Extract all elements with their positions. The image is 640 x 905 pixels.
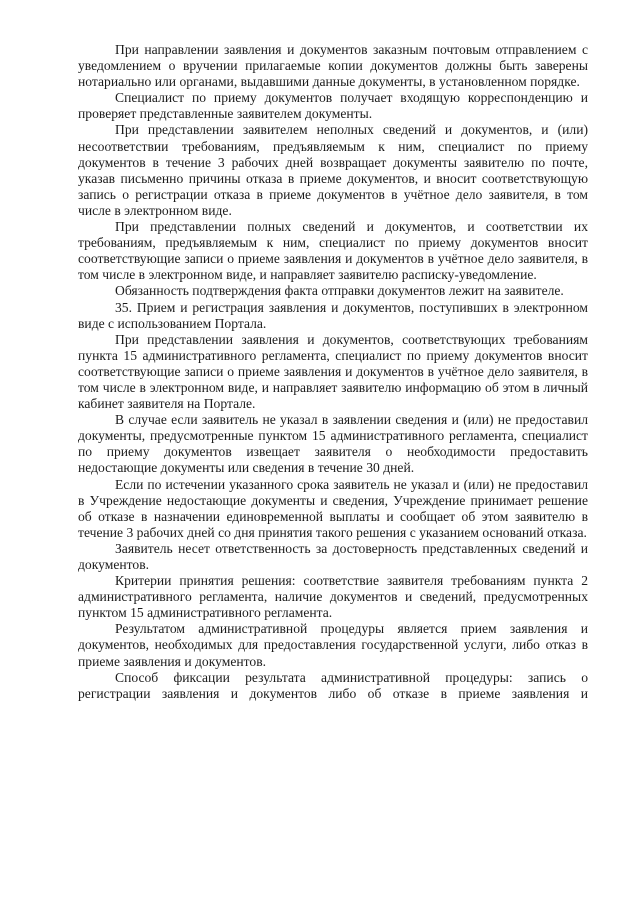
document-page [78, 42, 588, 702]
paragraph-applicant-responsibility: Заявитель несет ответственность за достоверность представленных сведений и документов. [78, 540, 588, 572]
paragraph-postal-submission: При направлении заявления и документов заказным почтовым отправлением с уведомлением о вручении прилагаемые копии документов должны быть заверены нотариально или органами, выдавшими данные документы, в установленном порядке. [78, 42, 588, 90]
paragraph-item-35: 35. Прием и регистрация заявления и документов, поступивших в электронном виде с использованием Портала. [78, 299, 588, 331]
paragraph-portal-compliant: При представлении заявления и документов, соответствующих требованиям пункта 15 административного регламента, специалист по приему документов вносит соответствующие записи о приеме заявления и документов в учётное дело заявителя, в том числе в электронном виде, и направляет заявителю информацию об этом в личный кабинет заявителя на Портале. [78, 331, 588, 412]
paragraph-refusal-decision: Если по истечении указанного срока заявитель не указал и (или) не предоставил в Учреждение недостающие документы и сведения, Учреждение принимает решение об отказе в назначении единовременной выплаты и сообщает об этом заявителю в течение 3 рабочих дней со дня принятия такого решения с указанием оснований отказа. [78, 476, 588, 540]
paragraph-procedure-result: Результатом административной процедуры является прием заявления и документов, необходимых для предоставления государственной услуги, либо отказ в приеме заявления и документов. [78, 621, 588, 669]
paragraph-incomplete-documents: При представлении заявителем неполных сведений и документов, и (или) несоответствии требованиям, предъявляемым к ним, специалист по приему документов в течение 3 рабочих дней возвращает документы заявителю по почте, указав письменно причины отказа в приеме документов, и вносит соответствующую запись о регистрации отказа в приеме документов в учётное дело заявителя, в том числе в электронном виде. [78, 122, 588, 218]
paragraph-specialist-receives: Специалист по приему документов получает входящую корреспонденцию и проверяет представленные заявителем документы. [78, 90, 588, 122]
paragraph-fixation-method: Способ фиксации результата административной процедуры: запись о регистрации заявления и документов либо об отказе в приеме заявления и [78, 669, 588, 701]
paragraph-complete-documents: При представлении полных сведений и документов, и соответствии их требованиям, предъявляемым к ним, специалист по приему документов вносит соответствующие записи о приеме заявления и документов в учётное дело заявителя, в том числе в электронном виде, и направляет заявителю расписку-уведомление. [78, 219, 588, 283]
paragraph-missing-info: В случае если заявитель не указал в заявлении сведения и (или) не предоставил документы, предусмотренные пунктом 15 административного регламента, специалист по приему документов извещает заявителя о необходимости предоставить недостающие документы или сведения в течение 30 дней. [78, 412, 588, 476]
paragraph-decision-criteria: Критерии принятия решения: соответствие заявителя требованиям пункта 2 административного регламента, наличие документов и сведений, предусмотренных пунктом 15 административного регламента. [78, 573, 588, 621]
paragraph-proof-of-sending: Обязанность подтверждения факта отправки документов лежит на заявителе. [115, 283, 564, 299]
